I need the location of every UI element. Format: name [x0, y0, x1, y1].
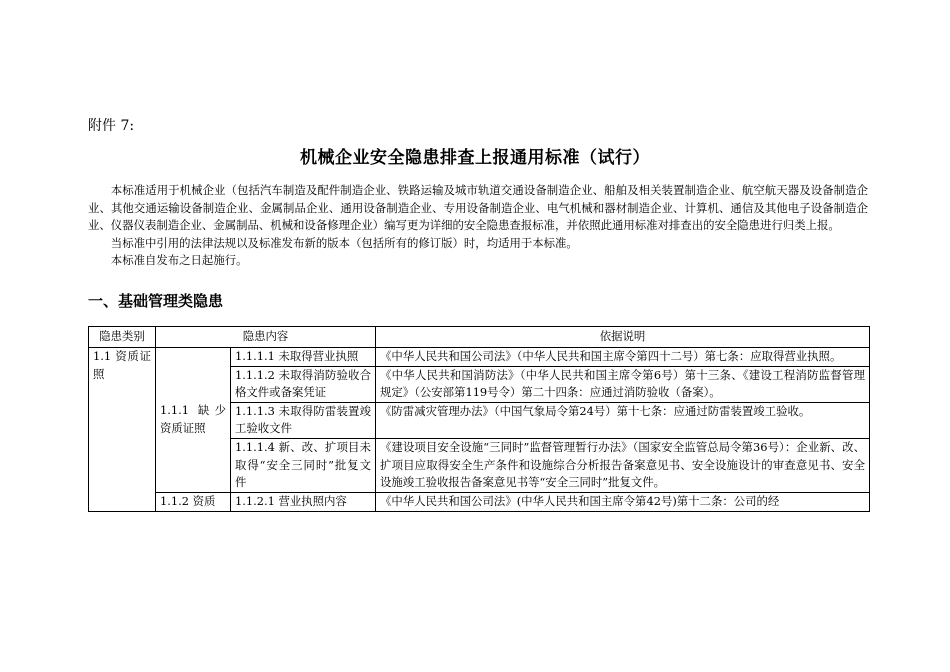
basis-cell: 《防雷减灾管理办法》（中国气象局令第24号）第十七条：应通过防雷装置竣工验收。 — [376, 402, 870, 438]
section-heading: 一、基础管理类隐患 — [88, 292, 224, 310]
item-cell: 1.1.1.1 未取得营业执照 — [231, 348, 376, 367]
hazard-table — [88, 326, 870, 512]
subcategory-text: 1.1.2 资质 — [160, 493, 216, 508]
basis-cell: 《中华人民共和国公司法》（中华人民共和国主席令第四十二号）第七条：应取得营业执照。 — [376, 348, 870, 367]
basis-cell — [376, 492, 870, 511]
header-category: 隐患类别 — [89, 327, 156, 348]
table-row — [89, 492, 870, 511]
document-title: 机械企业安全隐患排查上报通用标准（试行） — [300, 148, 650, 168]
category-cell: 1.1 资质证照 — [89, 348, 156, 512]
header-basis: 依据说明 — [376, 327, 870, 348]
subcategory-cell — [156, 492, 231, 511]
table-header-row — [89, 327, 870, 348]
item-cell — [231, 492, 376, 511]
intro-paragraph-scope: 本标准适用于机械企业（包括汽车制造及配件制造企业、铁路运输及城市轨道交通设备制造企业、船舶及相关装置制造企业、航空航天器及设备制造企业、其他交通运输设备制造企业、金属制品企业、通用设备制造企业、专用设备制造企业、电气机械和器材制造企业、计算机、通信及其他电子设备制造企业、仪器仪表制造企业、金属制品、机械和设备修理企业）编写更为详细的安全隐患查报标准，并依照此通用标准对排查出的安全隐患进行归类上报。 — [88, 183, 868, 233]
item-cell: 1.1.1.2 未取得消防验收合格文件或备案凭证 — [231, 366, 376, 402]
header-content: 隐患内容 — [156, 327, 376, 348]
item-cell: 1.1.1.3 未取得防雷装置竣工验收文件 — [231, 402, 376, 438]
annex-label: 附件 7: — [88, 118, 135, 134]
basis-text: 《中华人民共和国公司法》(中华人民共和国主席令第42号)第十二条：公司的经 — [380, 493, 780, 508]
item-cell: 1.1.1.4 新、改、扩项目未取得“安全三同时”批复文件 — [231, 438, 376, 492]
subcategory-cell: 1.1.1 缺少资质证照 — [156, 348, 231, 493]
intro-paragraph-versions: 当标准中引用的法律法规以及标准发布新的版本（包括所有的修订版）时，均适用于本标准。 — [110, 235, 578, 250]
table-row — [89, 348, 870, 367]
basis-cell: 《建设项目安全设施“三同时”监督管理暂行办法》（国家安全监管总局令第36号）：企业新、改、扩项目应取得安全生产条件和设施综合分析报告备案意见书、安全设施设计的审查意见书、安全设施竣工验收报告备案意见书等“安全三同时”批复文件。 — [376, 438, 870, 492]
intro-paragraph-effective: 本标准自发布之日起施行。 — [110, 253, 248, 268]
basis-cell: 《中华人民共和国消防法》（中华人民共和国主席令第6号）第十三条、《建设工程消防监督管理规定》（公安部第119号令）第二十四条：应通过消防验收（备案）。 — [376, 366, 870, 402]
item-text: 1.1.2.1 营业执照内容 — [235, 493, 347, 508]
intro-text — [88, 182, 868, 270]
